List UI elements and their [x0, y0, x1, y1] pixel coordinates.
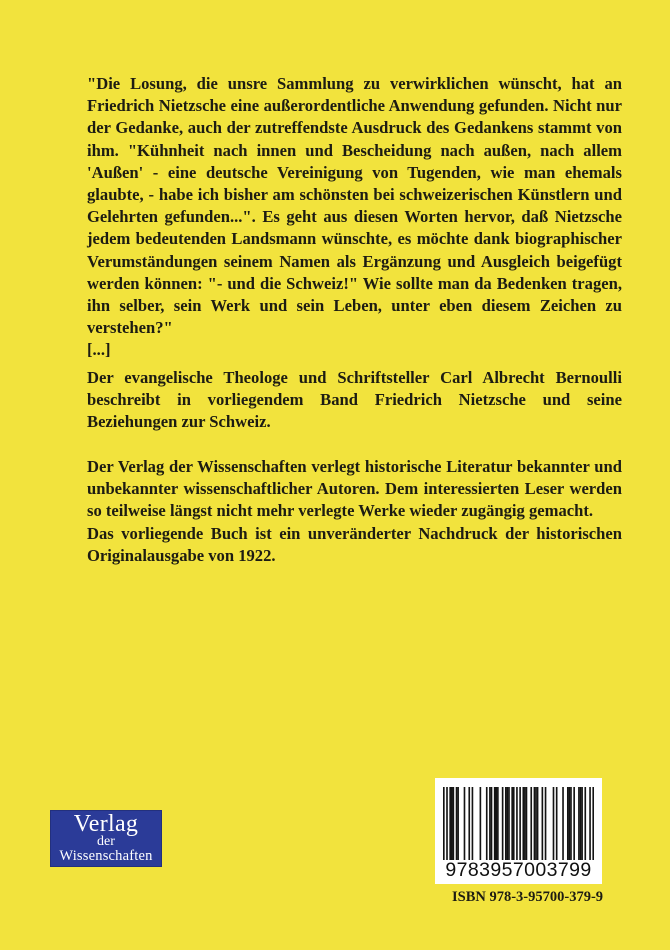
logo-line-wissenschaften: Wissenschaften: [59, 848, 153, 864]
logo-line-der: der: [97, 834, 115, 849]
author-text: Der evangelische Theologe und Schriftsteller Carl Albrecht Bernoulli beschreibt in vorliegendem Band Friedrich Nietzsche und seine Beziehungen zur Schweiz.: [87, 368, 622, 432]
ellipsis: [...]: [87, 340, 111, 360]
barcode: [435, 778, 602, 884]
barcode-digits: 9783957003799: [445, 859, 592, 881]
quote-text: "Die Losung, die unsre Sammlung zu verwirklichen wünscht, hat an Friedrich Nietzsche eine außerordentliche Anwendung gefunden. Nicht nur der Gedanke, auch der zutreffendste Ausdruck des Gedankens stammt von ihm. "Kühnheit nach innen und Bescheidung nach außen, nach allem 'Außen' - eine deutsche Vereinigung von Tugenden, wie man ehemals glaubte, - habe ich bisher am schönsten bei schweizerischen Künstlern und Gelehrten gefunden...". Es geht aus diesen Worten hervor, daß Nietzsche jedem bedeutenden Landsmann wünschte, es möchte dank biographischer Verumständungen seinem Namen als Ergänzung und Ausgleich beigefügt werden können: "- und die Schweiz!" Wie sollte man da Bedenken tragen, ihn selber, sein Werk und sein Leben, unter eben diesem Zeichen zu verstehen?": [87, 74, 622, 338]
isbn-label: ISBN 978-3-95700-379-9: [452, 889, 604, 905]
blurb-publisher-paragraph: [87, 456, 622, 567]
logo-line-verlag: Verlag: [73, 811, 139, 837]
publisher-logo: [50, 810, 162, 867]
blurb-quote-paragraph: [87, 73, 622, 362]
publisher-text-1: Der Verlag der Wissenschaften verlegt historische Literatur bekannter und unbekannter wissenschaftlicher Autoren. Dem interessierten Leser werden so teilweise längst nicht mehr verlegte Werke wieder zugängig gemacht.: [87, 457, 622, 521]
blurb-author-paragraph: [87, 367, 622, 434]
publisher-text-2: Das vorliegende Buch ist ein unveränderter Nachdruck der historischen Originalausgabe von 1922.: [87, 523, 622, 565]
barcode-bars-icon: [443, 787, 594, 860]
